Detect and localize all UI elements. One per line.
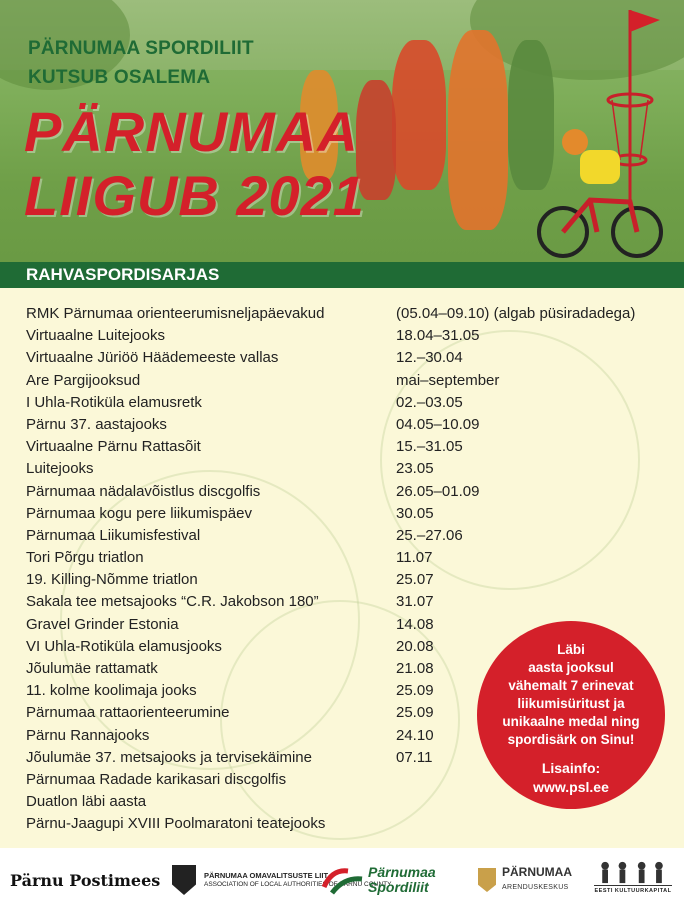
- title-line: LIIGUB 2021: [24, 164, 365, 227]
- event-row: [26, 525, 676, 547]
- section-label: RAHVASPORDISARJAS: [26, 265, 220, 284]
- event-name: VI Uhla-Rotiküla elamusjooks: [26, 637, 222, 655]
- badge-line: aasta jooksul: [528, 660, 614, 675]
- badge-line: Läbi: [557, 642, 585, 657]
- event-row: [26, 569, 676, 591]
- logo-text: Pärnumaa: [368, 864, 436, 880]
- event-date: 11.07: [396, 549, 433, 567]
- event-name: Gravel Grinder Estonia: [26, 615, 179, 633]
- spordiliit-logo: [322, 860, 436, 900]
- event-row: [26, 813, 676, 835]
- event-date: mai–september: [396, 371, 500, 389]
- figures-icon: [594, 860, 672, 886]
- info-label: Lisainfo:: [541, 760, 601, 776]
- badge-message: [487, 641, 655, 749]
- event-date: 30.05: [396, 504, 434, 522]
- logo-text: PÄRNUMAA: [502, 865, 572, 879]
- event-row: [26, 436, 676, 458]
- event-row: [26, 503, 676, 525]
- event-name: Virtuaalne Luitejooks: [26, 327, 165, 345]
- event-name: RMK Pärnumaa orienteerumisneljapäevakud: [26, 305, 325, 322]
- sponsor-footer: [0, 848, 684, 915]
- invitation-text: [28, 34, 254, 92]
- event-name: Are Pargijooksud: [26, 371, 141, 389]
- event-date: 25.07: [396, 571, 434, 589]
- kultuurkapital-logo: [594, 860, 672, 900]
- event-date: 20.08: [396, 637, 434, 655]
- runner-figure: [448, 30, 508, 230]
- logo-subtext: ARENDUSKESKUS: [502, 884, 569, 891]
- info-url[interactable]: www.psl.ee: [533, 779, 609, 795]
- event-row: [26, 481, 676, 503]
- event-date: 14.08: [396, 615, 434, 633]
- event-name: Virtuaalne Jüriöö Häädemeeste vallas: [26, 349, 279, 367]
- event-name: Pärnumaa nädalavõistlus discgolfis: [26, 482, 261, 500]
- logo-text: Pärnu Postimees: [10, 870, 161, 890]
- event-date: 21.08: [396, 660, 434, 677]
- event-date: 31.07: [396, 593, 434, 611]
- event-row: [26, 547, 676, 569]
- crest-icon: [478, 868, 496, 892]
- shield-icon: [172, 865, 196, 895]
- event-name: 19. Killing-Nõmme triatlon: [26, 571, 198, 589]
- event-name: Pärnumaa Liikumisfestival: [26, 526, 201, 544]
- event-row: [26, 591, 676, 613]
- page-title: [24, 100, 365, 228]
- event-name: Pärnumaa kogu pere liikumispäev: [26, 504, 252, 522]
- badge-info: [487, 759, 655, 797]
- logo-text: EESTI KULTUURKAPITAL: [594, 888, 672, 894]
- event-name: Duatlon läbi aasta: [26, 793, 147, 811]
- parnu-postimees-logo: [10, 860, 160, 900]
- event-date: 25.09: [396, 682, 434, 700]
- event-date: 15.–31.05: [396, 438, 463, 456]
- event-name: I Uhla-Rotiküla elamusretk: [26, 393, 202, 411]
- title-line: PÄRNUMAA: [24, 100, 359, 163]
- event-name: Jõulumäe 37. metsajooks ja tervisekäimine: [26, 748, 312, 766]
- event-row: [26, 303, 676, 325]
- event-date: 26.05–01.09: [396, 482, 480, 500]
- promo-badge: [477, 621, 665, 809]
- event-date: 07.11: [396, 748, 433, 766]
- event-name: Jõulumäe rattamatk: [26, 660, 158, 677]
- event-date: 04.05–10.09: [396, 415, 480, 433]
- event-row: [26, 370, 676, 392]
- event-name: 11. kolme koolimaja jooks: [26, 682, 197, 700]
- invitation-line: PÄRNUMAA SPORDILIIT: [28, 38, 254, 59]
- event-name: Luitejooks: [26, 460, 94, 478]
- event-row: [26, 347, 676, 369]
- event-name: Virtuaalne Pärnu Rattasõit: [26, 438, 201, 456]
- badge-line: vähemalt 7 erinevat: [508, 678, 634, 693]
- badge-line: unikaalne medal ning: [502, 714, 640, 729]
- event-row: [26, 392, 676, 414]
- event-row: [26, 458, 676, 480]
- logo-subtext: ASSOCIATION OF LOCAL AUTHORITIES OF PÄRNU COUNTY: [204, 880, 392, 888]
- logo-subtext: Spordiliit: [368, 879, 429, 895]
- event-date: 02.–03.05: [396, 393, 463, 411]
- event-date: (05.04–09.10) (algab püsiradadega): [396, 305, 636, 322]
- event-name: Pärnumaa Radade karikasari discgolfis: [26, 770, 287, 788]
- cyclist-icon: [535, 120, 665, 262]
- event-date: 25.09: [396, 704, 434, 722]
- arenduskeskus-logo: [478, 860, 572, 900]
- event-date: 23.05: [396, 460, 434, 478]
- event-name: Pärnu Rannajooks: [26, 726, 150, 744]
- badge-line: spordisärk on Sinu!: [507, 732, 635, 747]
- logo-text: PÄRNUMAA OMAVALITSUSTE LIIT: [204, 870, 329, 880]
- badge-line: liikumisüritust ja: [517, 696, 625, 711]
- event-date: 25.–27.06: [396, 526, 463, 544]
- event-row: [26, 414, 676, 436]
- event-row: [26, 325, 676, 347]
- runner-figure: [392, 40, 446, 190]
- event-name: Pärnu 37. aastajooks: [26, 415, 167, 433]
- event-name: Tori Põrgu triatlon: [26, 549, 144, 567]
- invitation-line: KUTSUB OSALEMA: [28, 67, 211, 88]
- event-date: 18.04–31.05: [396, 327, 480, 345]
- event-name: Pärnu-Jaagupi XVIII Poolmaratoni teatejooks: [26, 815, 326, 833]
- spordiliit-mark-icon: [322, 865, 364, 895]
- event-date: 12.–30.04: [396, 349, 463, 367]
- event-date: 24.10: [396, 726, 434, 744]
- event-name: Sakala tee metsajooks “C.R. Jakobson 180”: [26, 593, 319, 611]
- event-name: Pärnumaa rattaorienteerumine: [26, 704, 230, 722]
